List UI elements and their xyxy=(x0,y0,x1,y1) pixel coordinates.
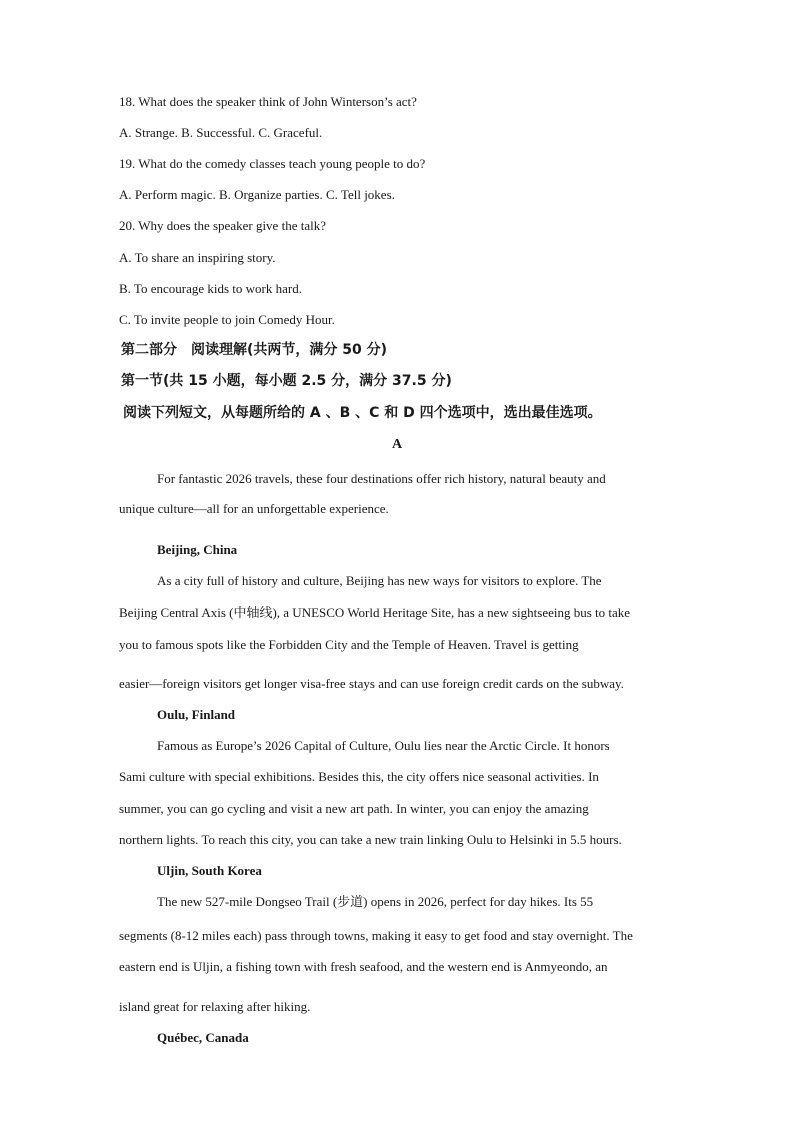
uljin-line-3: eastern end is Uljin, a fishing town with fresh seafood, and the western end is Anmyeondo, an xyxy=(119,959,608,974)
oulu-title: Oulu, Finland xyxy=(157,707,236,722)
passage-letter: A xyxy=(391,437,403,452)
question-20-option-b: B. To encourage kids to work hard. xyxy=(119,281,302,296)
instruction: 阅读下列短文，从每题所给的 A 、B 、C 和 D 四个选项中，选出最佳选项。 xyxy=(123,405,602,421)
oulu-line-4: northern lights. To reach this city, you can take a new train linking Oulu to Helsinki in 5.5 hours. xyxy=(119,832,622,847)
quebec-title: Québec, Canada xyxy=(157,1030,249,1045)
oulu-line-1: Famous as Europe’s 2026 Capital of Culture, Oulu lies near the Arctic Circle. It honors xyxy=(157,738,610,753)
intro-line-1: For fantastic 2026 travels, these four destinations offer rich history, natural beauty and xyxy=(157,471,606,486)
uljin-line-2: segments (8-12 miles each) pass through towns, making it easy to get food and stay overnight. The xyxy=(119,928,633,943)
beijing-title: Beijing, China xyxy=(157,542,238,557)
oulu-line-3: summer, you can go cycling and visit a new art path. In winter, you can enjoy the amazing xyxy=(119,801,589,816)
question-20-option-a: A. To share an inspiring story. xyxy=(119,250,276,265)
oulu-line-2: Sami culture with special exhibitions. Besides this, the city offers nice seasonal activities. In xyxy=(119,769,599,784)
part-heading: 第二部分 阅读理解(共两节，满分 50 分) xyxy=(121,342,388,358)
beijing-line-1: As a city full of history and culture, Beijing has new ways for visitors to explore. The xyxy=(157,573,602,588)
question-18: 18. What does the speaker think of John Winterson’s act? xyxy=(119,94,417,109)
question-19-options: A. Perform magic. B. Organize parties. C. Tell jokes. xyxy=(119,187,395,202)
question-20: 20. Why does the speaker give the talk? xyxy=(119,218,326,233)
question-20-option-c: C. To invite people to join Comedy Hour. xyxy=(119,312,335,327)
uljin-title: Uljin, South Korea xyxy=(157,863,262,878)
question-18-options: A. Strange. B. Successful. C. Graceful. xyxy=(119,125,323,140)
uljin-line-4: island great for relaxing after hiking. xyxy=(119,999,311,1014)
uljin-line-1: The new 527-mile Dongseo Trail (步道) opens in 2026, perfect for day hikes. Its 55 xyxy=(157,894,594,909)
sub-heading: 第一节(共 15 小题，每小题 2.5 分，满分 37.5 分) xyxy=(121,373,452,389)
beijing-line-2: Beijing Central Axis (中轴线), a UNESCO World Heritage Site, has a new sightseeing bus to take xyxy=(119,605,631,620)
beijing-line-4: easier—foreign visitors get longer visa-free stays and can use foreign credit cards on the subway. xyxy=(119,676,624,691)
beijing-line-3: you to famous spots like the Forbidden City and the Temple of Heaven. Travel is getting xyxy=(119,637,579,652)
intro-line-2: unique culture—all for an unforgettable experience. xyxy=(119,501,389,516)
question-19: 19. What do the comedy classes teach young people to do? xyxy=(119,156,426,171)
